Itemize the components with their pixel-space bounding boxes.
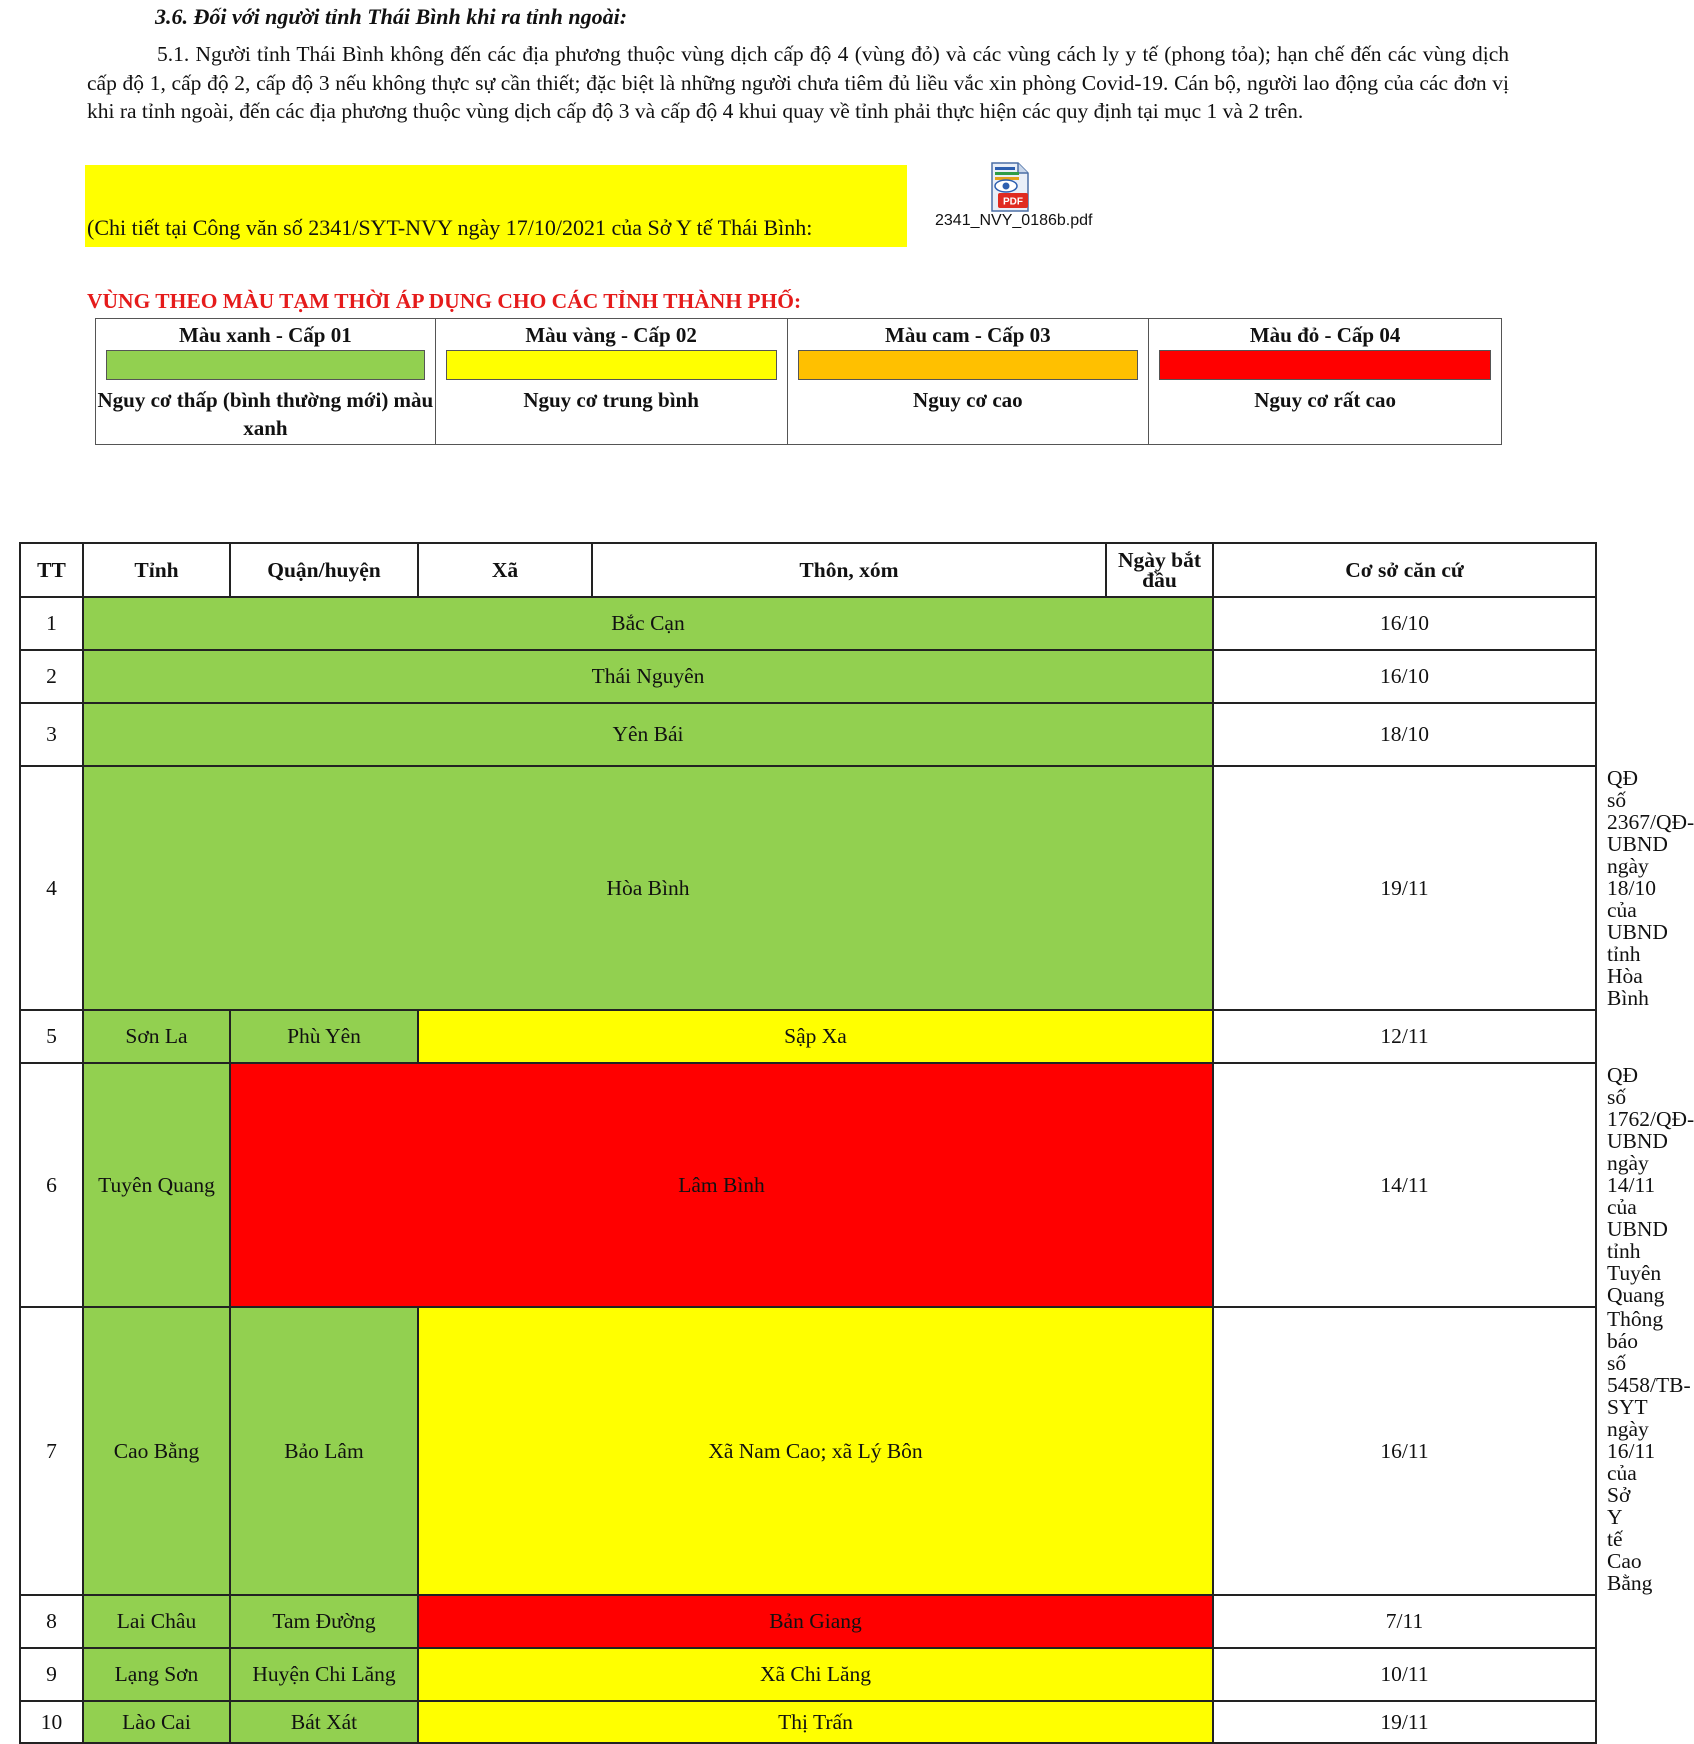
header-start-date: Ngày bắt đầu xyxy=(1106,543,1213,597)
header-basis: Cơ sở căn cứ xyxy=(1213,543,1596,597)
legend-swatch-red xyxy=(1159,350,1491,380)
area-cell: Xã Nam Cao; xã Lý Bôn xyxy=(418,1307,1213,1595)
area-cell: Bản Giang xyxy=(418,1595,1213,1648)
start-date-cell: 19/11 xyxy=(1213,1701,1596,1743)
table-row xyxy=(20,1595,1596,1648)
district-cell: Bảo Lâm xyxy=(230,1307,418,1595)
table-row: 7 Cao Bằng Bảo Lâm Xã Nam Cao; xã Lý Bôn 16/11 Thông báo số 5458/TB-SYT ngày 16/11 của Sở Y tế Cao Bằng xyxy=(20,1307,1596,1595)
table-row xyxy=(20,597,1596,650)
legend-swatch-green xyxy=(106,350,425,380)
table-row xyxy=(20,1648,1596,1701)
area-cell: Thị Trấn xyxy=(418,1701,1213,1743)
start-date-cell: 16/11 xyxy=(1213,1307,1596,1595)
province-cell: Cao Bằng xyxy=(83,1307,230,1595)
pdf-file-icon[interactable] xyxy=(986,162,1032,212)
table-row: 4 Hòa Bình 19/11 QĐ số 2367/QĐ-UBND ngày 18/10 của UBND tỉnh Hòa Bình xyxy=(20,766,1596,1010)
row-number: 1 xyxy=(20,597,83,650)
zone-list-table xyxy=(19,542,1694,1744)
row-number: 8 xyxy=(20,1595,83,1648)
pdf-badge-text: PDF xyxy=(1003,196,1023,208)
area-cell: Yên Bái xyxy=(83,703,1213,766)
header-province: Tỉnh xyxy=(83,543,230,597)
district-cell: Huyện Chi Lăng xyxy=(230,1648,418,1701)
section-heading: 3.6. Đối với người tỉnh Thái Bình khi ra tỉnh ngoài: xyxy=(155,4,628,29)
table-row xyxy=(20,703,1596,766)
province-cell: Tuyên Quang xyxy=(83,1063,230,1307)
start-date-cell: 14/11 xyxy=(1213,1063,1596,1307)
area-cell: Bắc Cạn xyxy=(83,597,1213,650)
legend-level-title: Màu đỏ - Cấp 04 xyxy=(1249,323,1401,347)
legend-level-3 xyxy=(787,319,1149,445)
province-cell: Lạng Sơn xyxy=(83,1648,230,1701)
header-tt: TT xyxy=(20,543,83,597)
note-text: (Chi tiết tại Công văn số 2341/SYT-NVY ngày 17/10/2021 của Sở Y tế Thái Bình: xyxy=(87,215,813,240)
highlighted-note xyxy=(85,165,907,247)
province-cell: Lai Châu xyxy=(83,1595,230,1648)
start-date-cell: 12/11 xyxy=(1213,1010,1596,1063)
start-date-cell: 16/10 xyxy=(1213,650,1596,703)
row-number: 10 xyxy=(20,1701,83,1743)
district-cell: Phù Yên xyxy=(230,1010,418,1063)
province-cell: Lào Cai xyxy=(83,1701,230,1743)
row-number: 9 xyxy=(20,1648,83,1701)
row-number: 5 xyxy=(20,1010,83,1063)
start-date-cell: 18/10 xyxy=(1213,703,1596,766)
legend-level-1 xyxy=(96,319,436,445)
header-village: Thôn, xóm xyxy=(592,543,1106,597)
legend-level-title: Màu xanh - Cấp 01 xyxy=(179,323,352,347)
legend-level-title: Màu cam - Cấp 03 xyxy=(885,323,1051,347)
row-number: 4 xyxy=(20,766,83,1010)
area-cell: Sập Xa xyxy=(418,1010,1213,1063)
zones-title: VÙNG THEO MÀU TẠM THỜI ÁP DỤNG CHO CÁC TỈNH THÀNH PHỐ: xyxy=(87,289,802,313)
table-row xyxy=(20,650,1596,703)
row-number: 7 xyxy=(20,1307,83,1595)
table-row xyxy=(20,1010,1596,1063)
legend-level-desc: Nguy cơ rất cao xyxy=(1254,388,1396,412)
row-number: 6 xyxy=(20,1063,83,1307)
legend-level-title: Màu vàng - Cấp 02 xyxy=(525,323,697,347)
start-date-cell: 10/11 xyxy=(1213,1648,1596,1701)
header-district: Quận/huyện xyxy=(230,543,418,597)
legend-row xyxy=(96,319,1502,445)
area-cell: Hòa Bình xyxy=(83,766,1213,1010)
risk-level-legend xyxy=(95,318,1502,445)
legend-level-desc: Nguy cơ trung bình xyxy=(523,388,699,412)
legend-level-2 xyxy=(435,319,787,445)
district-cell: Bát Xát xyxy=(230,1701,418,1743)
area-cell: Thái Nguyên xyxy=(83,650,1213,703)
legend-level-4 xyxy=(1149,319,1502,445)
table-row xyxy=(20,1701,1596,1743)
start-date-cell: 16/10 xyxy=(1213,597,1596,650)
legend-swatch-orange xyxy=(798,350,1139,380)
guidance-paragraph: 5.1. Người tỉnh Thái Bình không đến các địa phương thuộc vùng dịch cấp độ 4 (vùng đỏ) và các vùng cách ly y tế (phong tỏa); hạn chế đến các vùng dịch cấp độ 1, cấp độ 2, cấp độ 3 nếu không thực sự cần thiết; đặc biệt là những người chưa tiêm đủ liều vắc xin phòng Covid-19. Cán bộ, người lao động của các đơn vị khi ra tỉnh ngoài, đến các địa phương thuộc vùng dịch cấp độ 3 và cấp độ 4 khui quay về tỉnh phải thực hiện các quy định tại mục 1 và 2 trên. xyxy=(87,42,1509,123)
pdf-filename[interactable]: 2341_NVY_0186b.pdf xyxy=(935,212,1093,229)
start-date-cell: 7/11 xyxy=(1213,1595,1596,1648)
province-cell: Sơn La xyxy=(83,1010,230,1063)
legend-level-desc: Nguy cơ thấp (bình thường mới) màu xanh xyxy=(97,388,434,440)
row-number: 3 xyxy=(20,703,83,766)
area-cell: Lâm Bình xyxy=(230,1063,1213,1307)
legend-swatch-yellow xyxy=(446,350,777,380)
table-row: 6 Tuyên Quang Lâm Bình 14/11 QĐ số 1762/QĐ-UBND ngày 14/11 của UBND tỉnh Tuyên Quang xyxy=(20,1063,1596,1307)
table-header-row xyxy=(20,543,1596,597)
start-date-cell: 19/11 xyxy=(1213,766,1596,1010)
area-cell: Xã Chi Lăng xyxy=(418,1648,1213,1701)
legend-level-desc: Nguy cơ cao xyxy=(913,388,1023,412)
district-cell: Tam Đường xyxy=(230,1595,418,1648)
row-number: 2 xyxy=(20,650,83,703)
header-commune: Xã xyxy=(418,543,592,597)
